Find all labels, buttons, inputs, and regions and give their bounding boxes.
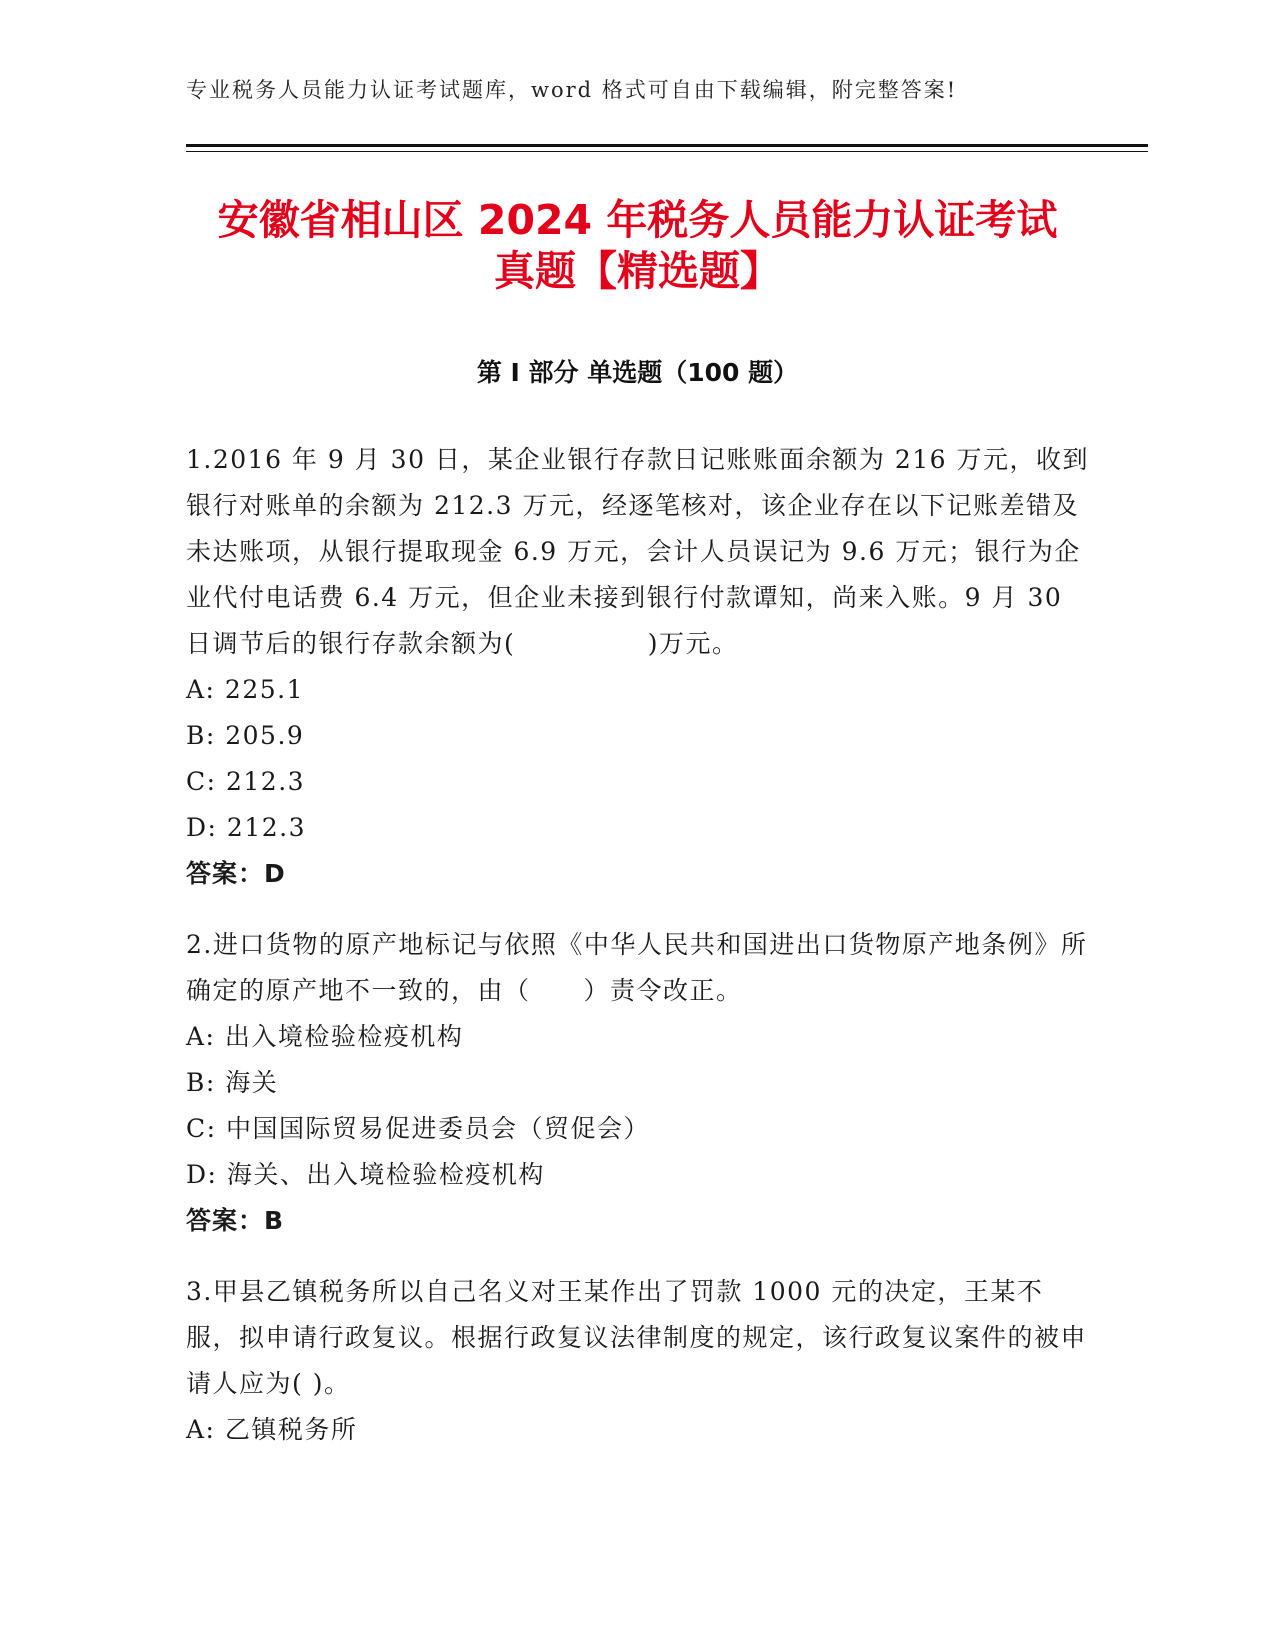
- header-note: 专业税务人员能力认证考试题库，word 格式可自由下载编辑，附完整答案!: [186, 78, 958, 102]
- option-a: A: 225.1: [186, 675, 304, 704]
- title-line-2: 真题【精选题】: [494, 247, 781, 295]
- option-c: C: 212.3: [186, 767, 306, 796]
- option-a: A: 乙镇税务所: [186, 1415, 358, 1444]
- question-2: [186, 922, 1091, 1244]
- document-title: [150, 195, 1125, 297]
- question-text: 3.甲县乙镇税务所以自己名义对王某作出了罚款 1000 元的决定，王某不服，拟申请行政复议。根据行政复议法律制度的规定，该行政复议案件的被申请人应为( )。: [186, 1277, 1088, 1398]
- header-divider-thin: [186, 151, 1148, 152]
- title-line-1: 安徽省相山区 2024 年税务人员能力认证考试: [217, 196, 1058, 244]
- option-d: D: 212.3: [186, 813, 306, 842]
- answer: 答案：B: [186, 1206, 285, 1235]
- question-list: [186, 437, 1091, 1478]
- option-a: A: 出入境检验检疫机构: [186, 1022, 464, 1051]
- question-1: [186, 437, 1091, 897]
- header-divider-thick: [186, 144, 1148, 147]
- option-d: D: 海关、出入境检验检疫机构: [186, 1160, 545, 1189]
- question-3: [186, 1269, 1091, 1453]
- question-text: 2.进口货物的原产地标记与依照《中华人民共和国进出口货物原产地条例》所确定的原产地不一致的，由（ ）责令改正。: [186, 930, 1088, 1005]
- question-text: 1.2016 年 9 月 30 日，某企业银行存款日记账账面余额为 216 万元，收到银行对账单的余额为 212.3 万元，经逐笔核对，该企业存在以下记账差错及未达账项，从银行提取现金 6.9 万元，会计人员误记为 9.6 万元；银行为企业代付电话费 6.4 万元，但企业未接到银行付款谭知，尚来入账。9 月 30 日调节后的银行存款余额为( )万元。: [186, 445, 1090, 658]
- answer: 答案：D: [186, 859, 286, 888]
- option-b: B: 205.9: [186, 721, 305, 750]
- option-b: B: 海关: [186, 1068, 279, 1097]
- section-title: 第 I 部分 单选题（100 题）: [476, 358, 799, 387]
- option-c: C: 中国国际贸易促进委员会（贸促会）: [186, 1114, 650, 1143]
